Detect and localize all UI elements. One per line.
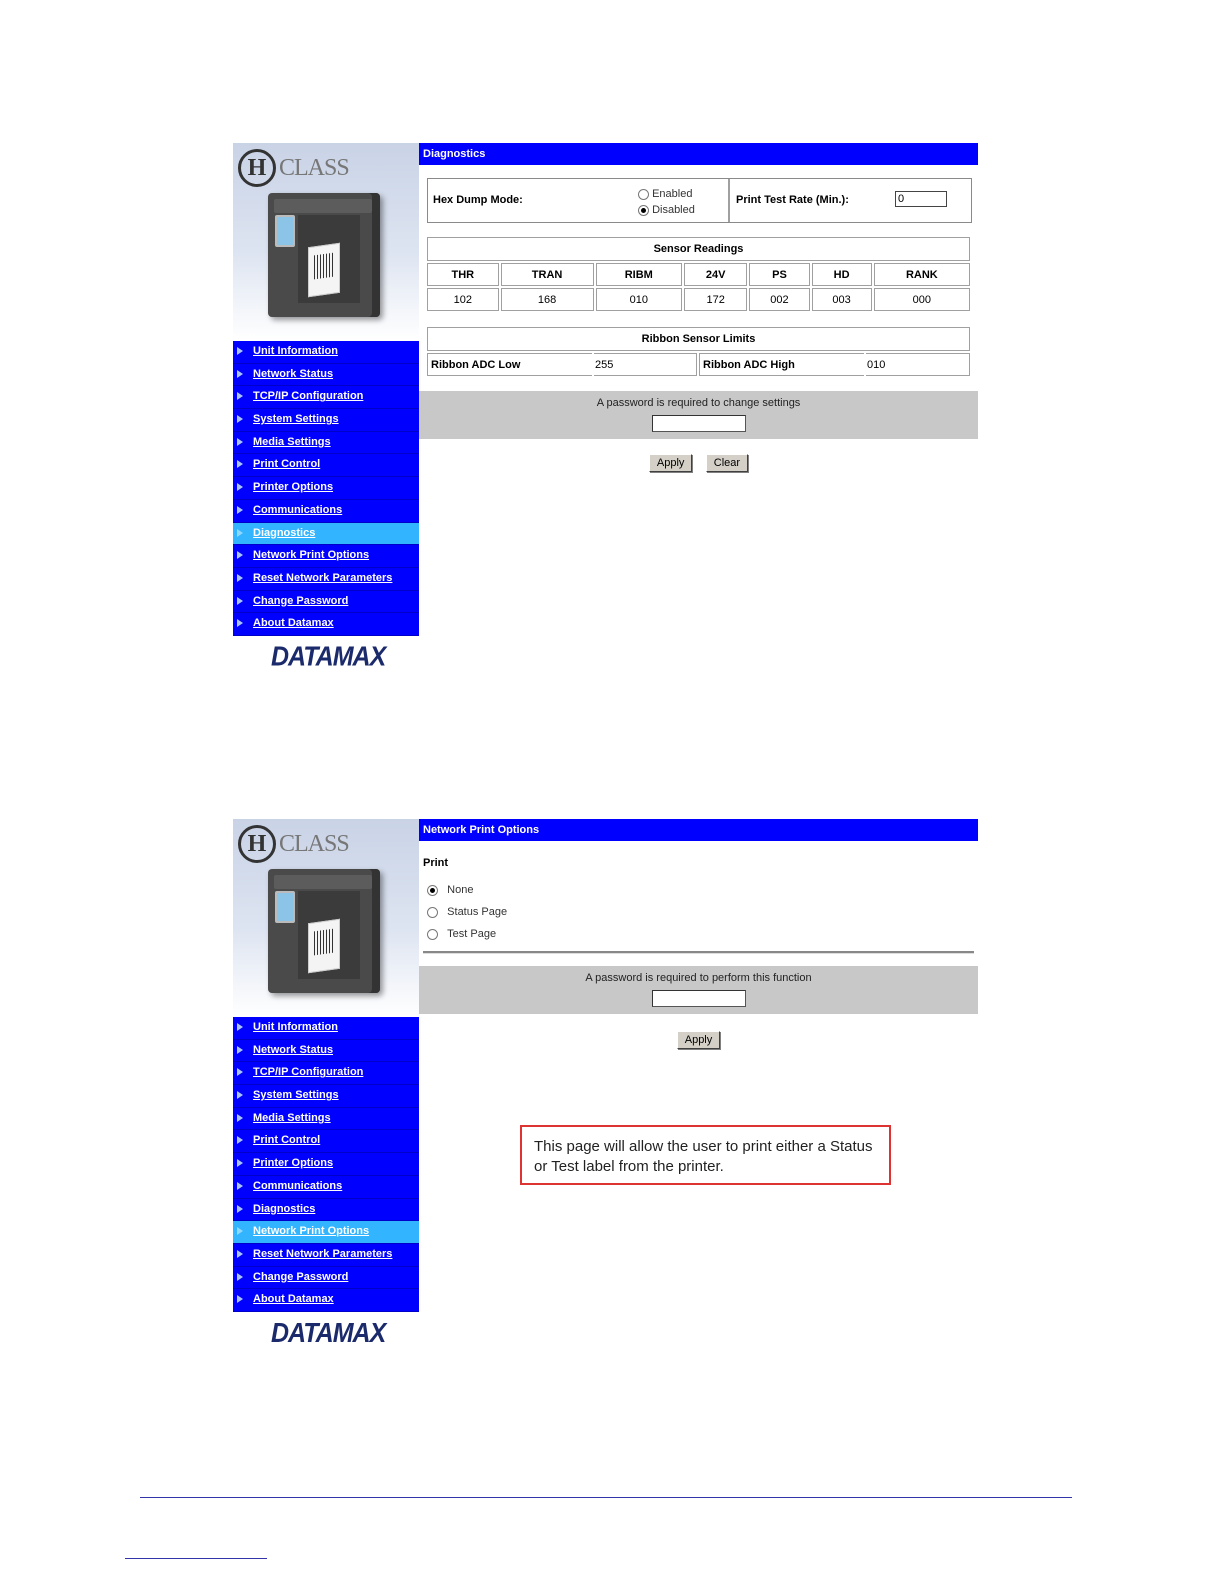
password-input[interactable] <box>652 990 746 1007</box>
sensor-value-row <box>427 288 970 311</box>
sidebar-item-communications[interactable] <box>233 500 419 523</box>
sidebar-item-label[interactable]: Reset Network Parameters <box>253 1247 393 1260</box>
product-hero <box>233 819 419 1017</box>
password-area <box>419 966 978 1014</box>
main-panel <box>419 143 978 673</box>
print-option-label: Test Page <box>447 928 497 940</box>
printer-image <box>268 869 380 993</box>
password-message: A password is required to change settings <box>596 397 801 409</box>
page-title: Diagnostics <box>419 143 978 165</box>
sidebar-item-printer-options[interactable] <box>233 1153 419 1176</box>
apply-button[interactable]: Apply <box>649 454 693 472</box>
ribbon-limits-row <box>427 353 970 376</box>
password-message: A password is required to perform this function <box>585 972 812 984</box>
sidebar-nav <box>233 341 419 636</box>
sidebar-item-diagnostics[interactable] <box>233 1199 419 1222</box>
info-callout: This page will allow the user to print either a Status or Test label from the printer. <box>520 1125 891 1185</box>
sidebar-item-about-datamax[interactable] <box>233 613 419 636</box>
datamax-logo: DATAMAX <box>271 1317 386 1349</box>
arrow-right-icon <box>237 1068 243 1076</box>
network-print-screenshot <box>233 819 978 1349</box>
sidebar-item-system-settings[interactable] <box>233 409 419 432</box>
sensor-header: TRAN <box>501 263 594 286</box>
arrow-right-icon <box>237 619 243 627</box>
sensor-header-row <box>427 263 970 286</box>
sensor-header: PS <box>749 263 809 286</box>
print-option-label: None <box>447 884 474 896</box>
arrow-right-icon <box>237 1046 243 1054</box>
print-option-label: Status Page <box>447 906 508 918</box>
sidebar-item-communications[interactable] <box>233 1176 419 1199</box>
sensor-value: 172 <box>684 288 747 311</box>
sidebar-item-label[interactable]: About Datamax <box>253 617 334 630</box>
hex-enabled-radio[interactable] <box>638 189 649 200</box>
hex-dump-label: Hex Dump Mode: <box>433 194 523 206</box>
sidebar-item-label[interactable]: TCP/IP Configuration <box>253 1066 364 1079</box>
arrow-right-icon <box>237 1273 243 1281</box>
ribbon-high-label: Ribbon ADC High <box>699 353 864 376</box>
sidebar-item-label[interactable]: System Settings <box>253 413 339 426</box>
sidebar-item-label[interactable]: Printer Options <box>253 1157 334 1170</box>
sidebar-item-label[interactable]: Network Status <box>253 1043 334 1056</box>
sidebar-item-label[interactable]: TCP/IP Configuration <box>253 390 364 403</box>
arrow-right-icon <box>237 1227 243 1235</box>
sidebar-item-tcp-ip-configuration[interactable] <box>233 1062 419 1085</box>
product-hero <box>233 143 419 341</box>
sidebar-item-printer-options[interactable] <box>233 477 419 500</box>
arrow-right-icon <box>237 460 243 468</box>
sidebar-item-network-print-options[interactable] <box>233 545 419 568</box>
left-column <box>233 143 419 673</box>
arrow-right-icon <box>237 415 243 423</box>
sidebar-item-reset-network-parameters[interactable] <box>233 568 419 591</box>
arrow-right-icon <box>237 347 243 355</box>
ribbon-high-value: 010 <box>866 353 970 376</box>
sidebar-item-unit-information[interactable] <box>233 1017 419 1040</box>
sidebar-item-system-settings[interactable] <box>233 1085 419 1108</box>
print-test-radio[interactable] <box>427 929 438 940</box>
button-row <box>419 1030 978 1049</box>
arrow-right-icon <box>237 1205 243 1213</box>
sidebar-item-network-status[interactable] <box>233 1040 419 1063</box>
clear-button[interactable]: Clear <box>706 454 748 472</box>
datamax-logo: DATAMAX <box>271 641 386 673</box>
password-area <box>419 391 978 439</box>
sidebar-item-diagnostics[interactable] <box>233 523 419 546</box>
sidebar-item-label[interactable]: Change Password <box>253 1270 349 1283</box>
sidebar-item-label[interactable]: Change Password <box>253 594 349 607</box>
apply-button[interactable]: Apply <box>677 1031 721 1049</box>
arrow-right-icon <box>237 1182 243 1190</box>
arrow-right-icon <box>237 574 243 582</box>
sensor-value: 102 <box>427 288 499 311</box>
sidebar-item-media-settings[interactable] <box>233 1108 419 1131</box>
sidebar-item-label[interactable]: Diagnostics <box>253 526 316 539</box>
ribbon-low-label: Ribbon ADC Low <box>427 353 592 376</box>
sidebar-item-label[interactable]: Media Settings <box>253 1111 331 1124</box>
ribbon-limits-title: Ribbon Sensor Limits <box>427 327 970 351</box>
ribbon-low-value: 255 <box>594 353 697 376</box>
test-rate-input[interactable] <box>895 191 947 207</box>
sidebar-item-label[interactable]: Diagnostics <box>253 1202 316 1215</box>
sidebar-item-label[interactable]: Network Print Options <box>253 1225 370 1238</box>
sensor-header: RIBM <box>596 263 682 286</box>
diagnostics-screenshot <box>233 143 978 673</box>
sensor-value: 002 <box>749 288 809 311</box>
arrow-right-icon <box>237 438 243 446</box>
sidebar-item-label[interactable]: Media Settings <box>253 435 331 448</box>
arrow-right-icon <box>237 1136 243 1144</box>
sidebar-item-label[interactable]: About Datamax <box>253 1293 334 1306</box>
sidebar-item-change-password[interactable] <box>233 591 419 614</box>
print-label: Print <box>423 857 449 869</box>
sidebar-item-label[interactable]: Network Print Options <box>253 549 370 562</box>
test-rate-label: Print Test Rate (Min.): <box>736 194 849 206</box>
sensor-header: HD <box>812 263 872 286</box>
sidebar-nav <box>233 1017 419 1312</box>
sidebar-item-label[interactable]: Network Status <box>253 367 334 380</box>
hex-disabled-label: Disabled <box>652 204 695 216</box>
arrow-right-icon <box>237 1159 243 1167</box>
footer-short-rule <box>125 1558 267 1559</box>
arrow-right-icon <box>237 597 243 605</box>
sidebar-item-label[interactable]: Printer Options <box>253 481 334 494</box>
class-logo-text: CLASS <box>279 155 349 181</box>
sidebar-item-label[interactable]: Communications <box>253 503 343 516</box>
class-logo-text: CLASS <box>279 831 349 857</box>
sidebar-item-unit-information[interactable] <box>233 341 419 364</box>
arrow-right-icon <box>237 1091 243 1099</box>
hex-enabled-label: Enabled <box>652 188 693 200</box>
hex-disabled-radio[interactable] <box>638 205 649 216</box>
sensor-value: 168 <box>501 288 594 311</box>
footer-rule <box>140 1497 1072 1498</box>
sidebar-item-label[interactable]: Unit Information <box>253 1021 338 1033</box>
print-options <box>427 879 507 945</box>
sidebar-item-tcp-ip-configuration[interactable] <box>233 386 419 409</box>
sensor-header: 24V <box>684 263 747 286</box>
sidebar-item-label[interactable]: Print Control <box>253 458 321 471</box>
sidebar-item-reset-network-parameters[interactable] <box>233 1244 419 1267</box>
sidebar-item-label[interactable]: Print Control <box>253 1134 321 1147</box>
sidebar-item-change-password[interactable] <box>233 1267 419 1290</box>
arrow-right-icon <box>237 1114 243 1122</box>
page-title: Network Print Options <box>419 819 978 841</box>
sidebar-item-media-settings[interactable] <box>233 432 419 455</box>
password-input[interactable] <box>652 415 746 432</box>
divider <box>423 951 974 954</box>
sidebar-item-about-datamax[interactable] <box>233 1289 419 1312</box>
arrow-right-icon <box>237 483 243 491</box>
sidebar-item-print-control[interactable] <box>233 454 419 477</box>
arrow-right-icon <box>237 392 243 400</box>
h-class-logo-icon: H <box>238 149 276 187</box>
sidebar-item-label[interactable]: Reset Network Parameters <box>253 571 393 584</box>
sidebar-item-label[interactable]: Communications <box>253 1179 343 1192</box>
arrow-right-icon <box>237 529 243 537</box>
left-column <box>233 819 419 1349</box>
sensor-readings-title: Sensor Readings <box>427 237 970 261</box>
print-status-radio[interactable] <box>427 907 438 918</box>
sidebar-item-network-print-options[interactable] <box>233 1221 419 1244</box>
sensor-readings-table <box>425 235 972 313</box>
arrow-right-icon <box>237 370 243 378</box>
sensor-header: RANK <box>874 263 970 286</box>
arrow-right-icon <box>237 551 243 559</box>
print-none-radio[interactable] <box>427 885 438 896</box>
sidebar-item-print-control[interactable] <box>233 1130 419 1153</box>
sensor-value: 003 <box>812 288 872 311</box>
printer-image <box>268 193 380 317</box>
sensor-value: 010 <box>596 288 682 311</box>
arrow-right-icon <box>237 1250 243 1258</box>
sensor-header: THR <box>427 263 499 286</box>
hex-dump-radio-group <box>638 186 695 218</box>
sidebar-item-label[interactable]: System Settings <box>253 1089 339 1102</box>
main-panel <box>419 819 978 1349</box>
sidebar-item-network-status[interactable] <box>233 364 419 387</box>
hex-dump-box <box>427 178 972 223</box>
arrow-right-icon <box>237 506 243 514</box>
arrow-right-icon <box>237 1295 243 1303</box>
sidebar-item-label[interactable]: Unit Information <box>253 345 338 357</box>
h-class-logo-icon: H <box>238 825 276 863</box>
ribbon-limits-table <box>425 325 972 378</box>
sensor-value: 000 <box>874 288 970 311</box>
arrow-right-icon <box>237 1023 243 1031</box>
button-row <box>419 453 978 472</box>
